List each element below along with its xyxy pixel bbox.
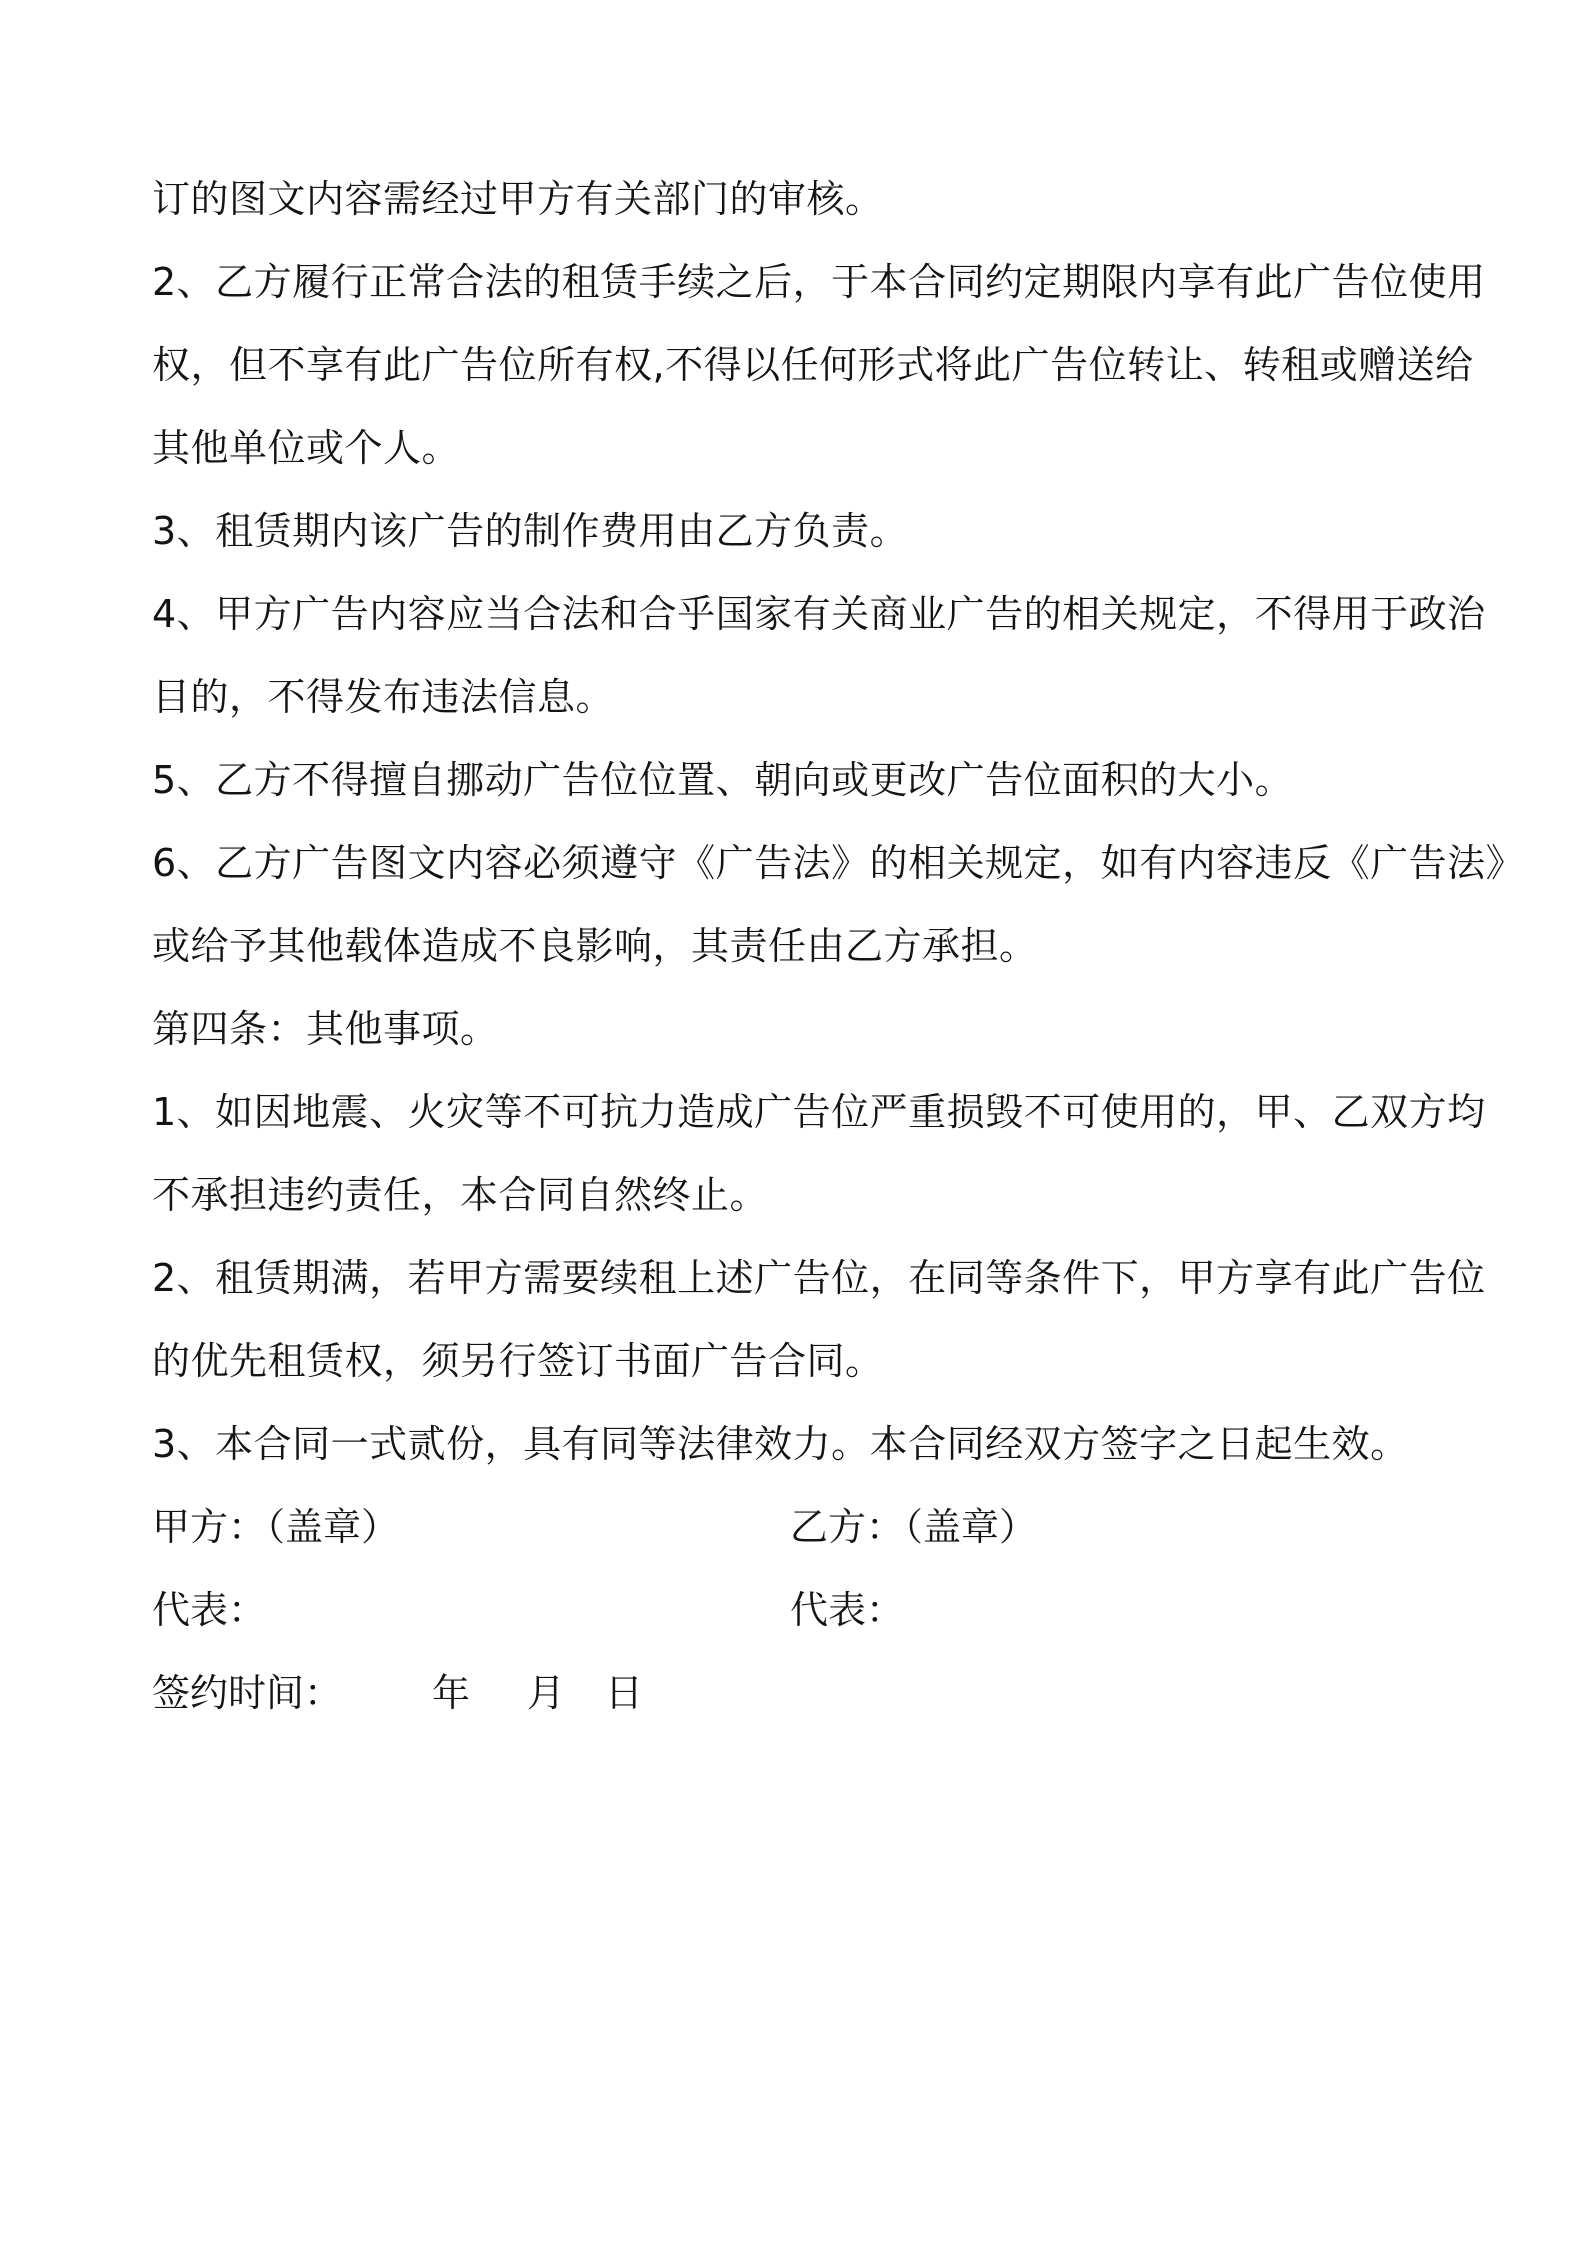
signing-date-row <box>152 1652 1452 1735</box>
text-line: 3、本合同一式贰份，具有同等法律效力。本合同经双方签字之日起生效。 <box>152 1422 1409 1466</box>
text-line: 5、乙方不得擅自挪动广告位位置、朝向或更改广告位面积的大小。 <box>152 758 1294 802</box>
text-line: 不承担违约责任，本合同自然终止。 <box>152 1173 769 1217</box>
contract-body <box>152 158 1525 1735</box>
text-line: 权，但不享有此广告位所有权,不得以任何形式将此广告位转让、转租或赠送给 <box>152 343 1474 387</box>
party-a-representative: 代表： <box>152 1588 267 1632</box>
party-b-representative: 代表： <box>790 1588 905 1632</box>
text-line: 或给予其他载体造成不良影响，其责任由乙方承担。 <box>152 924 1038 968</box>
text-line: 6、乙方广告图文内容必须遵守《广告法》的相关规定，如有内容违反《广告法》 <box>152 841 1525 885</box>
month-label: 月 <box>527 1671 566 1715</box>
signing-date-label: 签约时间： <box>152 1671 343 1715</box>
party-a-seal: 甲方：（盖章） <box>152 1505 400 1549</box>
year-label: 年 <box>432 1671 471 1715</box>
section-heading: 第四条：其他事项。 <box>152 1007 499 1051</box>
party-b-seal: 乙方：（盖章） <box>790 1505 1038 1549</box>
text-line: 2、乙方履行正常合法的租赁手续之后，于本合同约定期限内享有此广告位使用 <box>152 260 1486 304</box>
text-line: 其他单位或个人。 <box>152 426 461 470</box>
text-line: 目的，不得发布违法信息。 <box>152 675 615 719</box>
text-line: 的优先租赁权，须另行签订书面广告合同。 <box>152 1339 884 1383</box>
text-line: 1、如因地震、火灾等不可抗力造成广告位严重损毁不可使用的，甲、乙双方均 <box>152 1090 1486 1134</box>
day-label: 日 <box>605 1671 644 1715</box>
text-line: 4、甲方广告内容应当合法和合乎国家有关商业广告的相关规定，不得用于政治 <box>152 592 1486 636</box>
text-line: 订的图文内容需经过甲方有关部门的审核。 <box>152 177 884 221</box>
text-line: 3、租赁期内该广告的制作费用由乙方负责。 <box>152 509 909 553</box>
representative-row <box>152 1569 1452 1652</box>
text-line: 2、租赁期满，若甲方需要续租上述广告位，在同等条件下，甲方享有此广告位 <box>152 1256 1486 1300</box>
seal-row <box>152 1486 1452 1569</box>
